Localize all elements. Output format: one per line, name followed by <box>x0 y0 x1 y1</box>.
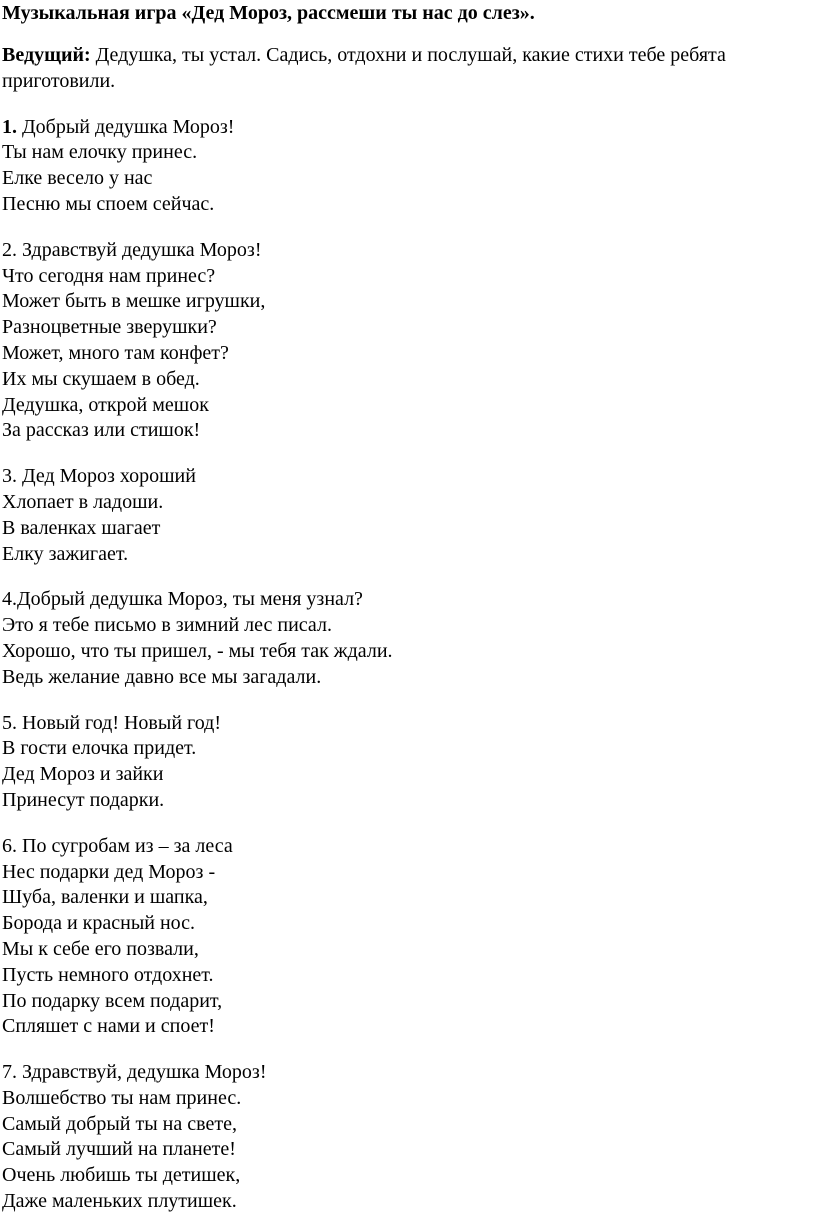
poem-line: Хорошо, что ты пришел, - мы тебя так ждали. <box>2 639 393 662</box>
poem-line: Песню мы споем сейчас. <box>2 192 215 215</box>
intro-text-1: Дедушка, ты устал. Садись, отдохни и послушай, какие стихи тебе ребята <box>90 44 726 66</box>
poem-7 <box>2 1060 814 1215</box>
poem-line: 2. Здравствуй дедушка Мороз! <box>2 238 262 261</box>
poem-line: Может быть в мешке игрушки, <box>2 290 266 313</box>
poem-line: Нес подарки дед Мороз - <box>2 860 216 883</box>
intro-line-1 <box>2 43 814 69</box>
poem-line: Мы к себе его позвали, <box>2 937 199 960</box>
host-label: Ведущий: <box>2 44 91 66</box>
poem-line: По подарку всем подарит, <box>2 989 223 1012</box>
poem-line: 5. Новый год! Новый год! <box>2 711 221 734</box>
poem-4 <box>2 587 814 690</box>
poem-line: Самый добрый ты на свете, <box>2 1112 237 1135</box>
poem-line: Дед Мороз и зайки <box>2 763 164 786</box>
poem-line: Это я тебе письмо в зимний лес писал. <box>2 614 332 637</box>
poem-2 <box>2 238 814 444</box>
poem-line: Спляшет с нами и споет! <box>2 1015 215 1038</box>
poem-line: Шуба, валенки и шапка, <box>2 886 208 909</box>
poem-line: Пусть немного отдохнет. <box>2 963 214 986</box>
poem-line: Ты нам елочку принес. <box>2 141 198 164</box>
poem-line: Может, много там конфет? <box>2 341 229 364</box>
poem-line: Разноцветные зверушки? <box>2 316 217 339</box>
poem-line: 6. По сугробам из – за леса <box>2 834 233 857</box>
poem-1 <box>2 115 814 218</box>
poem-line: Самый лучший на планете! <box>2 1138 236 1161</box>
poem-line: Елку зажигает. <box>2 542 129 565</box>
poem-line: Их мы скушаем в обед. <box>2 367 200 390</box>
host-intro <box>2 43 814 95</box>
poem-line <box>2 115 814 141</box>
poem-line: Что сегодня нам принес? <box>2 264 216 287</box>
poem-number: 1. <box>2 115 17 138</box>
poem-5 <box>2 711 814 814</box>
poem-line: За рассказ или стишок! <box>2 419 201 442</box>
poem-line: 3. Дед Мороз хороший <box>2 465 196 488</box>
poem-3 <box>2 464 814 567</box>
poem-line: В валенках шагает <box>2 516 161 539</box>
poem-line-text: Добрый дедушка Мороз! <box>17 115 235 138</box>
document-title: Музыкальная игра «Дед Мороз, рассмеши ты нас до слез». <box>2 2 535 24</box>
poem-6 <box>2 834 814 1040</box>
poem-line: Принесут подарки. <box>2 788 165 811</box>
poem-line: 4.Добрый дедушка Мороз, ты меня узнал? <box>2 588 363 611</box>
poem-line: Елке весело у нас <box>2 167 153 190</box>
poem-line: Хлопает в ладоши. <box>2 490 164 513</box>
poem-line: 7. Здравствуй, дедушка Мороз! <box>2 1061 267 1084</box>
poem-line: Ведь желание давно все мы загадали. <box>2 665 322 688</box>
poem-line: Даже маленьких плутишек. <box>2 1190 237 1213</box>
poem-line: Дедушка, открой мешок <box>2 393 209 416</box>
poem-line: Борода и красный нос. <box>2 912 196 935</box>
poem-line: В гости елочка придет. <box>2 737 197 760</box>
document-page <box>2 0 814 1215</box>
poem-line: Очень любишь ты детишек, <box>2 1164 241 1187</box>
intro-line-2: приготовили. <box>2 69 116 92</box>
poem-line: Волшебство ты нам принес. <box>2 1086 242 1109</box>
